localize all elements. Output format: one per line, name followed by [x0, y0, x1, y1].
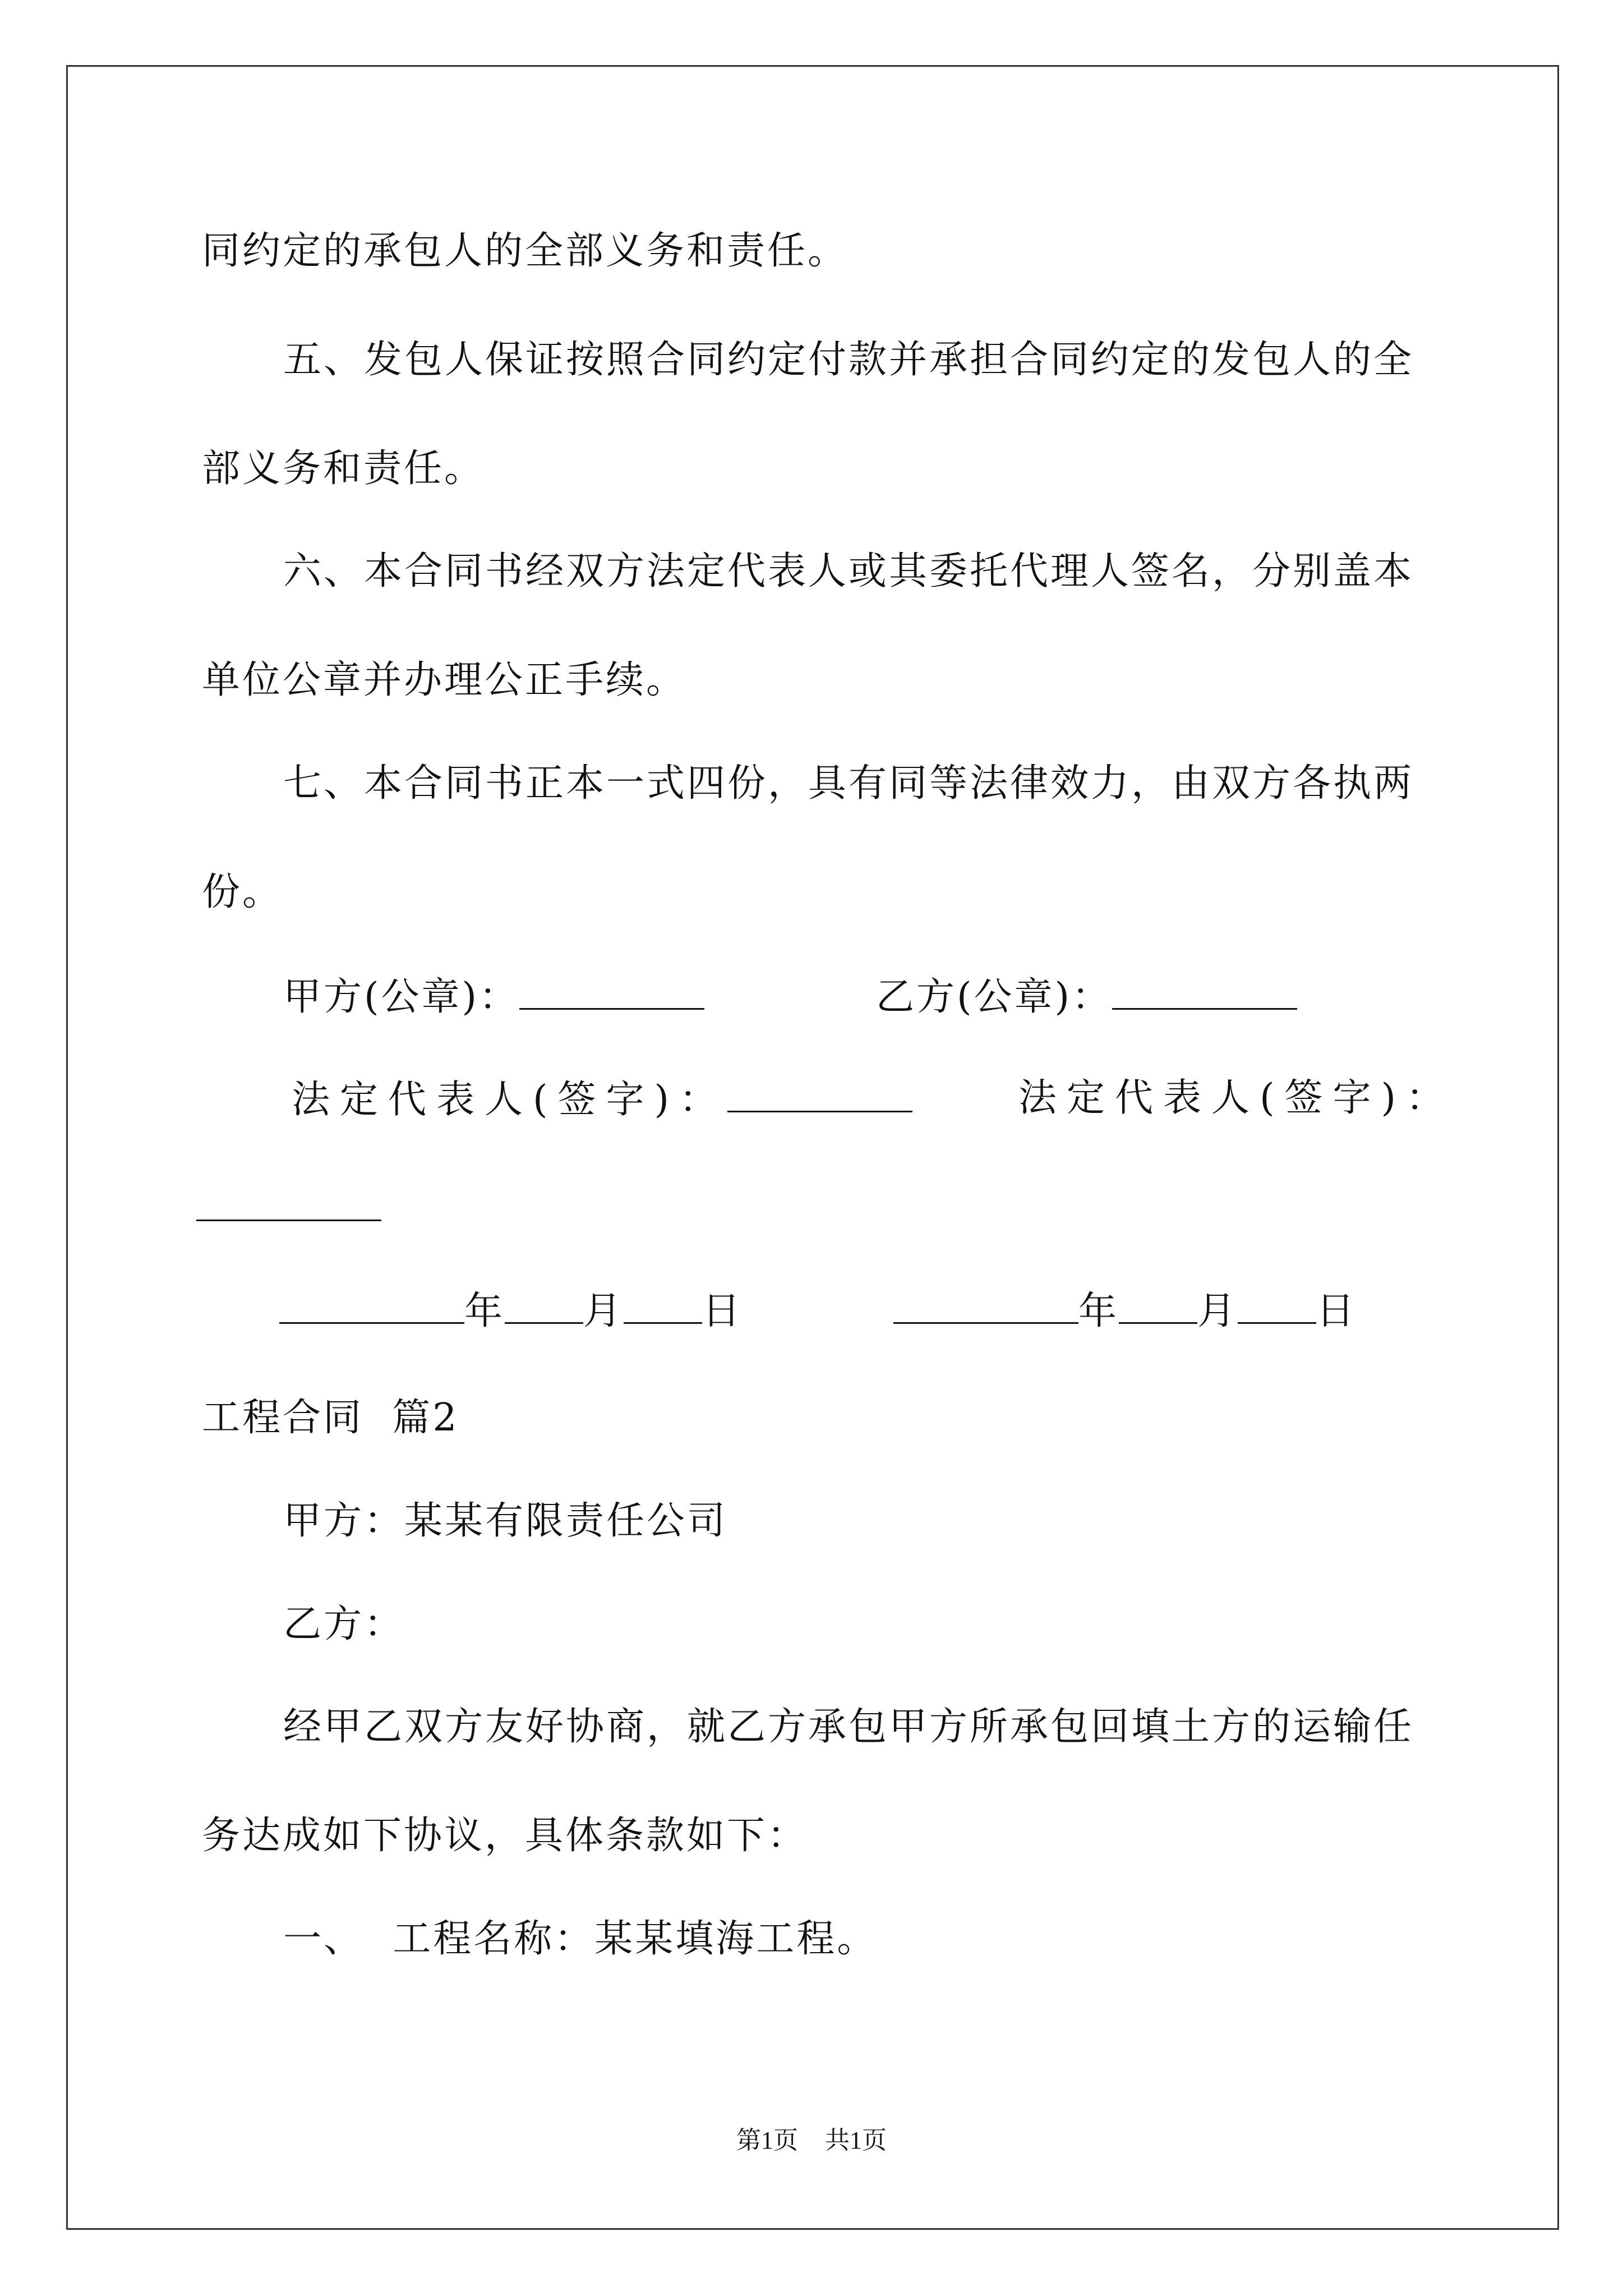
party-b-seal-label: 乙方(公章)：	[876, 975, 1113, 1019]
date-b-day-label: 日	[1316, 1289, 1357, 1333]
clause-7-line-2: 份。	[202, 870, 283, 914]
date-a-month-blank[interactable]	[505, 1287, 583, 1324]
section-2-party-b: 乙方：	[283, 1602, 405, 1646]
section-2-party-a: 甲方：某某有限责任公司	[283, 1499, 728, 1543]
party-a-rep-label: 法定代表人(签字)：	[292, 1078, 728, 1122]
party-b-seal-blank[interactable]	[1112, 973, 1297, 1010]
clause-6-line-1: 六、本合同书经双方法定代表人或其委托代理人签名，分别盖本	[283, 549, 1414, 593]
date-a-line	[279, 1287, 743, 1334]
party-a-seal-blank[interactable]	[519, 973, 704, 1010]
section-2-clause-1: 一、 工程名称：某某填海工程。	[283, 1917, 878, 1961]
date-a-day-blank[interactable]	[624, 1287, 702, 1324]
party-a-seal-label: 甲方(公章)：	[283, 975, 520, 1019]
party-a-rep-blank[interactable]	[727, 1076, 912, 1112]
party-b-seal-line	[876, 973, 1297, 1020]
clause-5-line-2: 部义务和责任。	[202, 447, 485, 491]
date-a-year-blank[interactable]	[279, 1287, 464, 1324]
clause-5-line-1: 五、发包人保证按照合同约定付款并承担合同约定的发包人的全	[283, 338, 1414, 382]
clause-7-line-1: 七、本合同书正本一式四份，具有同等法律效力，由双方各执两	[283, 761, 1414, 806]
section-2-intro-line-1: 经甲乙双方友好协商，就乙方承包甲方所承包回填土方的运输任	[283, 1705, 1414, 1749]
party-b-rep-blank[interactable]	[196, 1185, 381, 1221]
date-b-line	[893, 1287, 1357, 1334]
party-a-rep-line	[292, 1076, 912, 1122]
date-a-year-label: 年	[464, 1289, 505, 1333]
party-b-rep-label: 法定代表人(签字)：	[1018, 1076, 1455, 1120]
page-total: 共1页	[825, 2127, 887, 2154]
section-2-heading: 工程合同 篇2	[202, 1396, 459, 1440]
page-footer	[0, 2125, 1623, 2156]
date-b-year-blank[interactable]	[893, 1287, 1078, 1324]
text-line-1: 同约定的承包人的全部义务和责任。	[202, 229, 849, 273]
page-border	[66, 65, 1559, 2230]
date-b-day-blank[interactable]	[1238, 1287, 1316, 1324]
page-number: 第1页	[736, 2127, 798, 2154]
date-a-month-label: 月	[583, 1289, 624, 1333]
date-b-month-label: 月	[1197, 1289, 1238, 1333]
clause-6-line-2: 单位公章并办理公正手续。	[202, 658, 687, 702]
party-b-rep-line	[196, 1185, 381, 1231]
date-a-day-label: 日	[702, 1289, 743, 1333]
section-2-intro-line-2: 务达成如下协议，具体条款如下：	[202, 1814, 808, 1858]
party-a-seal-line	[283, 973, 704, 1020]
date-b-year-label: 年	[1078, 1289, 1119, 1333]
date-b-month-blank[interactable]	[1119, 1287, 1197, 1324]
